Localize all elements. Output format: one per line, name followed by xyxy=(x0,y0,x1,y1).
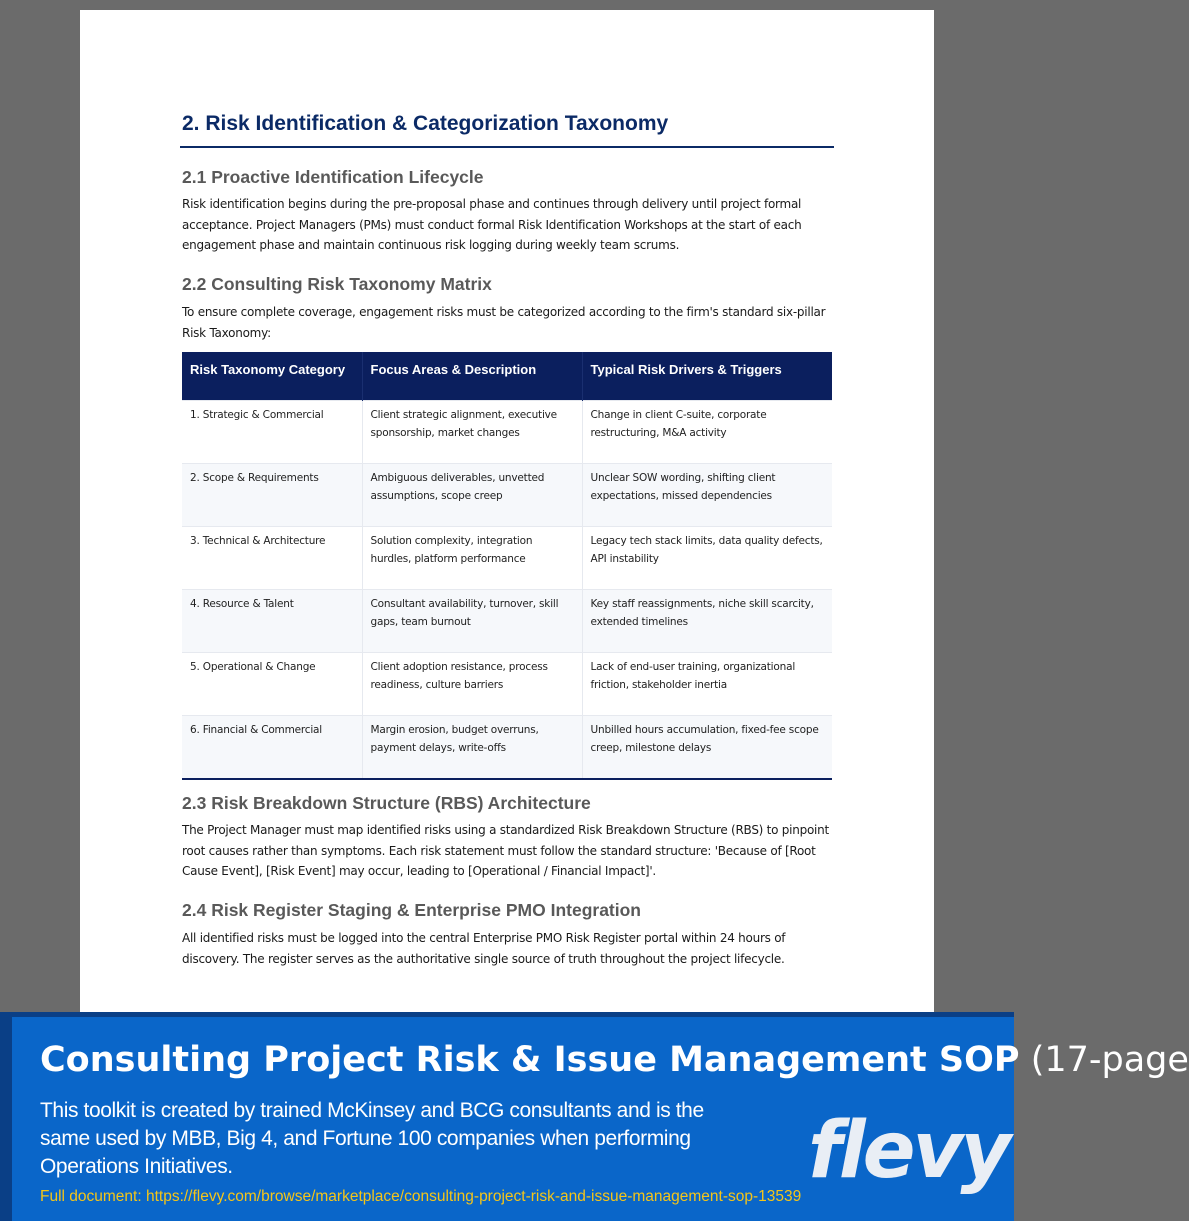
table-cell: Lack of end-user training, organizational friction, stakeholder inertia xyxy=(582,653,832,716)
table-row xyxy=(182,590,832,653)
risk-taxonomy-table xyxy=(182,352,832,780)
table-row xyxy=(182,716,832,780)
table-cell: Client adoption resistance, process readiness, culture barriers xyxy=(362,653,582,716)
heading-2-1: 2.1 Proactive Identification Lifecycle xyxy=(182,167,484,187)
table-row xyxy=(182,527,832,590)
table-header-cell: Typical Risk Drivers & Triggers xyxy=(582,352,832,401)
table-cell: Key staff reassignments, niche skill scarcity, extended timelines xyxy=(582,590,832,653)
table-cell: Change in client C-suite, corporate restructuring, M&A activity xyxy=(582,401,832,464)
banner-title-suffix: (17-page xyxy=(1030,1040,1189,1080)
table-cell: Client strategic alignment, executive sponsorship, market changes xyxy=(362,401,582,464)
banner-title xyxy=(40,1040,1189,1080)
full-document-link[interactable]: Full document: https://flevy.com/browse/marketplace/consulting-project-risk-and-issue-management-sop-13539 xyxy=(40,1188,802,1205)
table-cell: Unbilled hours accumulation, fixed-fee scope creep, milestone delays xyxy=(582,716,832,780)
promo-banner xyxy=(0,1012,1189,1221)
paragraph-2-4: All identified risks must be logged into the central Enterprise PMO Risk Register portal within 24 hours of discovery. The register serves as the authoritative single source of truth throughout the project lifecycle. xyxy=(182,931,786,966)
table-cell: Unclear SOW wording, shifting client expectations, missed dependencies xyxy=(582,464,832,527)
table-header-row xyxy=(182,352,832,401)
table-row xyxy=(182,401,832,464)
table-header-cell: Focus Areas & Description xyxy=(362,352,582,401)
paragraph-2-2: To ensure complete coverage, engagement risks must be categorized according to the firm's standard six-pillar Risk Taxonomy: xyxy=(182,305,826,340)
table-cell: 4. Resource & Talent xyxy=(182,590,362,653)
table-header-cell: Risk Taxonomy Category xyxy=(182,352,362,401)
paragraph-2-1: Risk identification begins during the pre-proposal phase and continues through delivery until project formal acceptance. Project Managers (PMs) must conduct formal Risk Identification Workshops at the start of each engagement phase and maintain continuous risk logging during weekly team scrums. xyxy=(182,197,802,252)
table-row xyxy=(182,653,832,716)
table-row xyxy=(182,464,832,527)
banner-title-main: Consulting Project Risk & Issue Management SOP xyxy=(40,1040,1020,1080)
table-cell: Solution complexity, integration hurdles, platform performance xyxy=(362,527,582,590)
table-cell: Ambiguous deliverables, unvetted assumptions, scope creep xyxy=(362,464,582,527)
table-cell: Legacy tech stack limits, data quality defects, API instability xyxy=(582,527,832,590)
table-cell: 2. Scope & Requirements xyxy=(182,464,362,527)
title-divider xyxy=(180,146,834,148)
table-cell: 6. Financial & Commercial xyxy=(182,716,362,780)
table-cell: 1. Strategic & Commercial xyxy=(190,409,324,421)
table-cell: 5. Operational & Change xyxy=(190,661,316,673)
table-cell: Margin erosion, budget overruns, payment delays, write-offs xyxy=(362,716,582,780)
section-title: 2. Risk Identification & Categorization Taxonomy xyxy=(182,112,669,135)
banner-description: This toolkit is created by trained McKinsey and BCG consultants and is the same used by MBB, Big 4, and Fortune 100 companies when performing Operations Initiatives. xyxy=(40,1099,704,1178)
flevy-logo: flevy xyxy=(808,1106,1009,1196)
paragraph-2-3: The Project Manager must map identified risks using a standardized Risk Breakdown Structure (RBS) to pinpoint root causes rather than symptoms. Each risk statement must follow the standard structure: 'Because of [Root Cause Event], [Risk Event] may occur, leading to [Operational / Financial Impact]'. xyxy=(182,823,829,878)
table-cell: 3. Technical & Architecture xyxy=(190,535,326,547)
heading-2-3: 2.3 Risk Breakdown Structure (RBS) Architecture xyxy=(182,793,591,813)
table-cell: Consultant availability, turnover, skill gaps, team burnout xyxy=(362,590,582,653)
heading-2-2: 2.2 Consulting Risk Taxonomy Matrix xyxy=(182,274,492,294)
heading-2-4: 2.4 Risk Register Staging & Enterprise PMO Integration xyxy=(182,900,641,920)
banner-left-strip xyxy=(0,1012,12,1221)
banner-top-strip xyxy=(0,1012,1014,1017)
document-page xyxy=(80,10,934,1020)
